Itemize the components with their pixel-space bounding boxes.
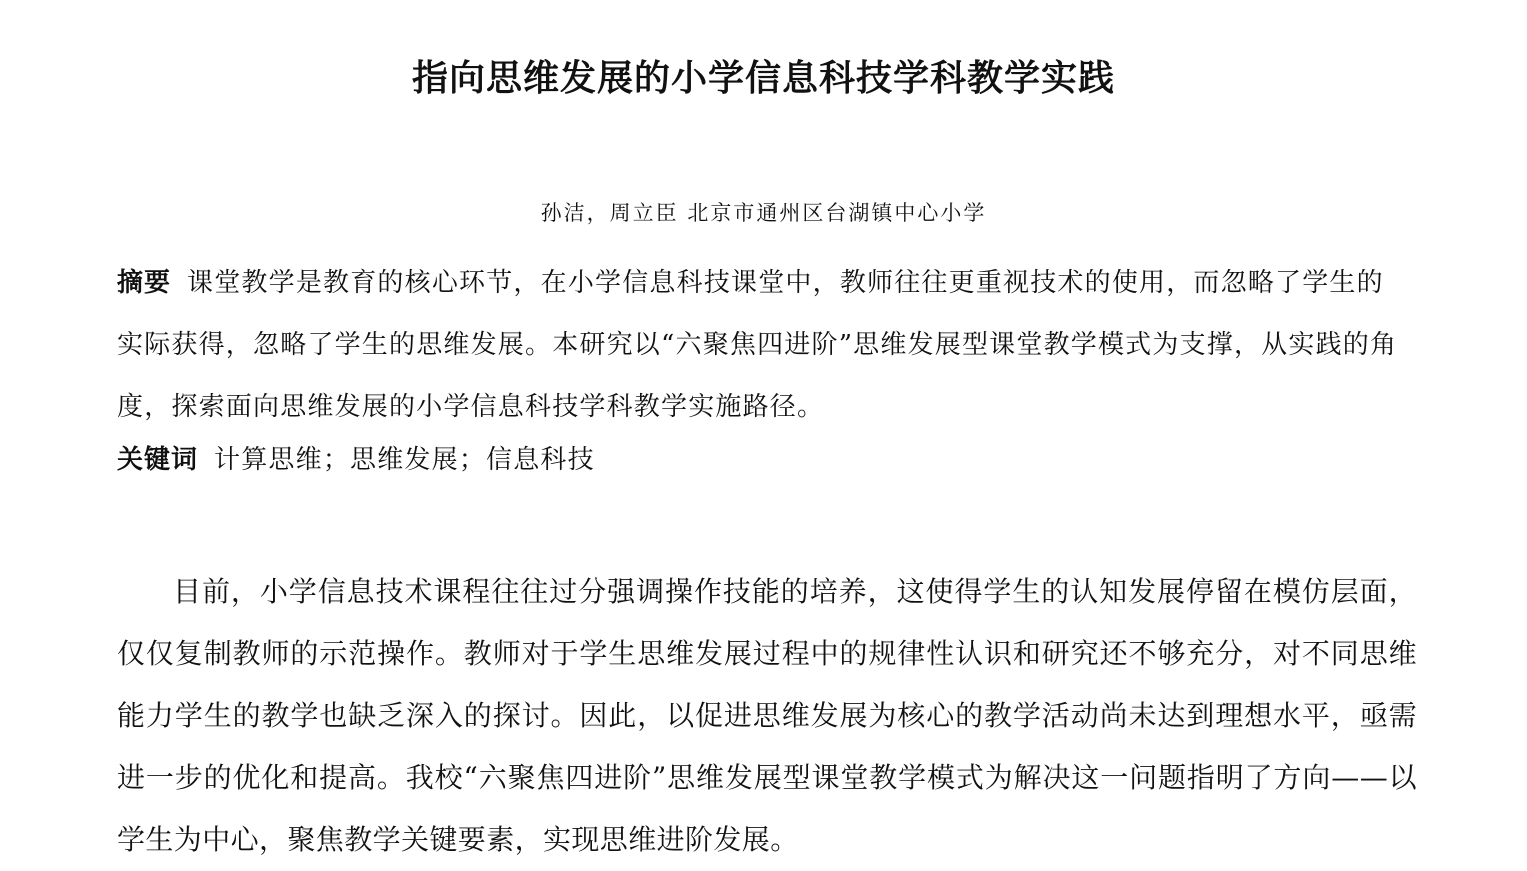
abstract-section xyxy=(117,252,1407,438)
document-title: 指向思维发展的小学信息科技学科教学实践 xyxy=(411,57,1115,99)
body-paragraph: 目前，小学信息技术课程往往过分强调操作技能的培养，这使得学生的认知发展停留在模仿层面，仅仅复制教师的示范操作。教师对于学生思维发展过程中的规律性认识和研究还不够充分，对不同思维能力学生的教学也缺乏深入的探讨。因此，以促进思维发展为核心的教学活动尚未达到理想水平，亟需进一步的优化和提高。我校“六聚焦四进阶”思维发展型课堂教学模式为解决这一问题指明了方向——以学生为中心，聚焦教学关键要素，实现思维进阶发展。 xyxy=(117,575,1417,856)
abstract-label: 摘要 xyxy=(117,268,172,298)
keywords-section xyxy=(117,440,1407,480)
keywords-text: 计算思维；思维发展；信息科技 xyxy=(214,445,595,475)
author-affiliation: 孙洁，周立臣 北京市通州区台湖镇中心小学 xyxy=(540,201,987,225)
keywords-label: 关键词 xyxy=(117,445,199,475)
abstract-text: 课堂教学是教育的核心环节，在小学信息科技课堂中，教师往往更重视技术的使用，而忽略了学生的实际获得，忽略了学生的思维发展。本研究以“六聚焦四进阶”思维发展型课堂教学模式为支撑，从实践的角度，探索面向思维发展的小学信息科技学科教学实施路径。 xyxy=(117,268,1398,422)
